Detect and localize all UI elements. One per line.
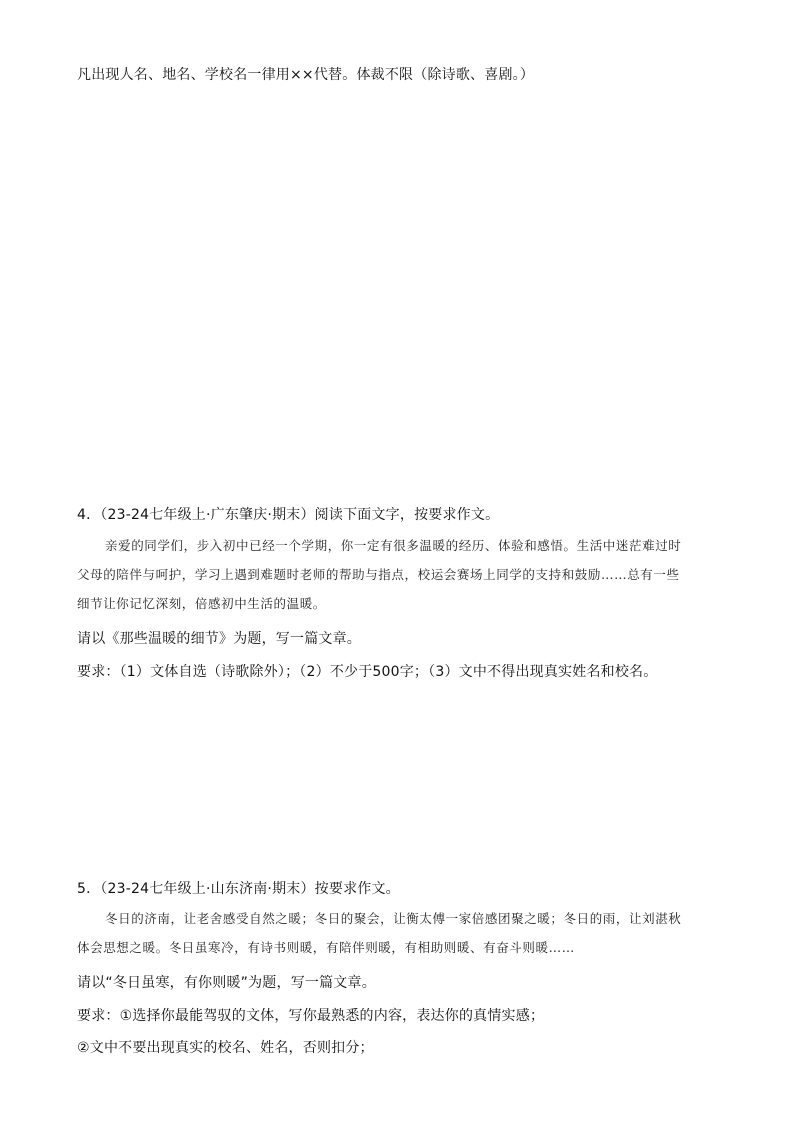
question-4-requirements: 要求：（1）文体自选（诗歌除外）；（2）不少于500字；（3）文中不得出现真实姓名和校名。 bbox=[77, 664, 658, 680]
passage-line: 体会思想之暖。冬日虽寒冷，有诗书则暖，有陪伴则暖，有相助则暖、有奋斗则暖…… bbox=[77, 940, 575, 955]
question-5-requirement-1: 要求：①选择你最能驾驭的文体，写你最熟悉的内容，表达你的真情实感； bbox=[77, 1008, 545, 1024]
question-5-requirement-2: ②文中不要出现真实的校名、姓名，否则扣分； bbox=[77, 1040, 374, 1056]
question-5-header: 5．（23-24七年级上·山东济南·期末）按要求作文。 bbox=[77, 881, 400, 897]
question-4-prompt: 请以《那些温暖的细节》为题，写一篇文章。 bbox=[77, 631, 361, 647]
passage-line: 亲爱的同学们，步入初中已经一个学期，你一定有很多温暖的经历、体验和感悟。生活中迷茫难过时 bbox=[105, 538, 682, 553]
passage-line: 冬日的济南，让老舍感受自然之暖；冬日的聚会，让衡太傅一家倍感团聚之暖；冬日的雨，让刘湛秋 bbox=[105, 911, 682, 926]
top-instruction-line: 凡出现人名、地名、学校名一律用××代替。体裁不限（除诗歌、喜剧。） bbox=[77, 67, 535, 83]
question-5-passage bbox=[77, 904, 722, 962]
question-4-passage bbox=[77, 531, 722, 618]
question-5-prompt: 请以“冬日虽寒，有你则暖”为题，写一篇文章。 bbox=[77, 975, 376, 991]
passage-line: 父母的陪伴与呵护，学习上遇到难题时老师的帮助与指点，校运会赛场上同学的支持和鼓励……总有一些 bbox=[77, 567, 680, 582]
question-4-header: 4．（23-24七年级上·广东肇庆·期末）阅读下面文字，按要求作文。 bbox=[77, 507, 500, 523]
passage-line: 细节让你记忆深刻，倍感初中生活的温暖。 bbox=[77, 596, 326, 611]
